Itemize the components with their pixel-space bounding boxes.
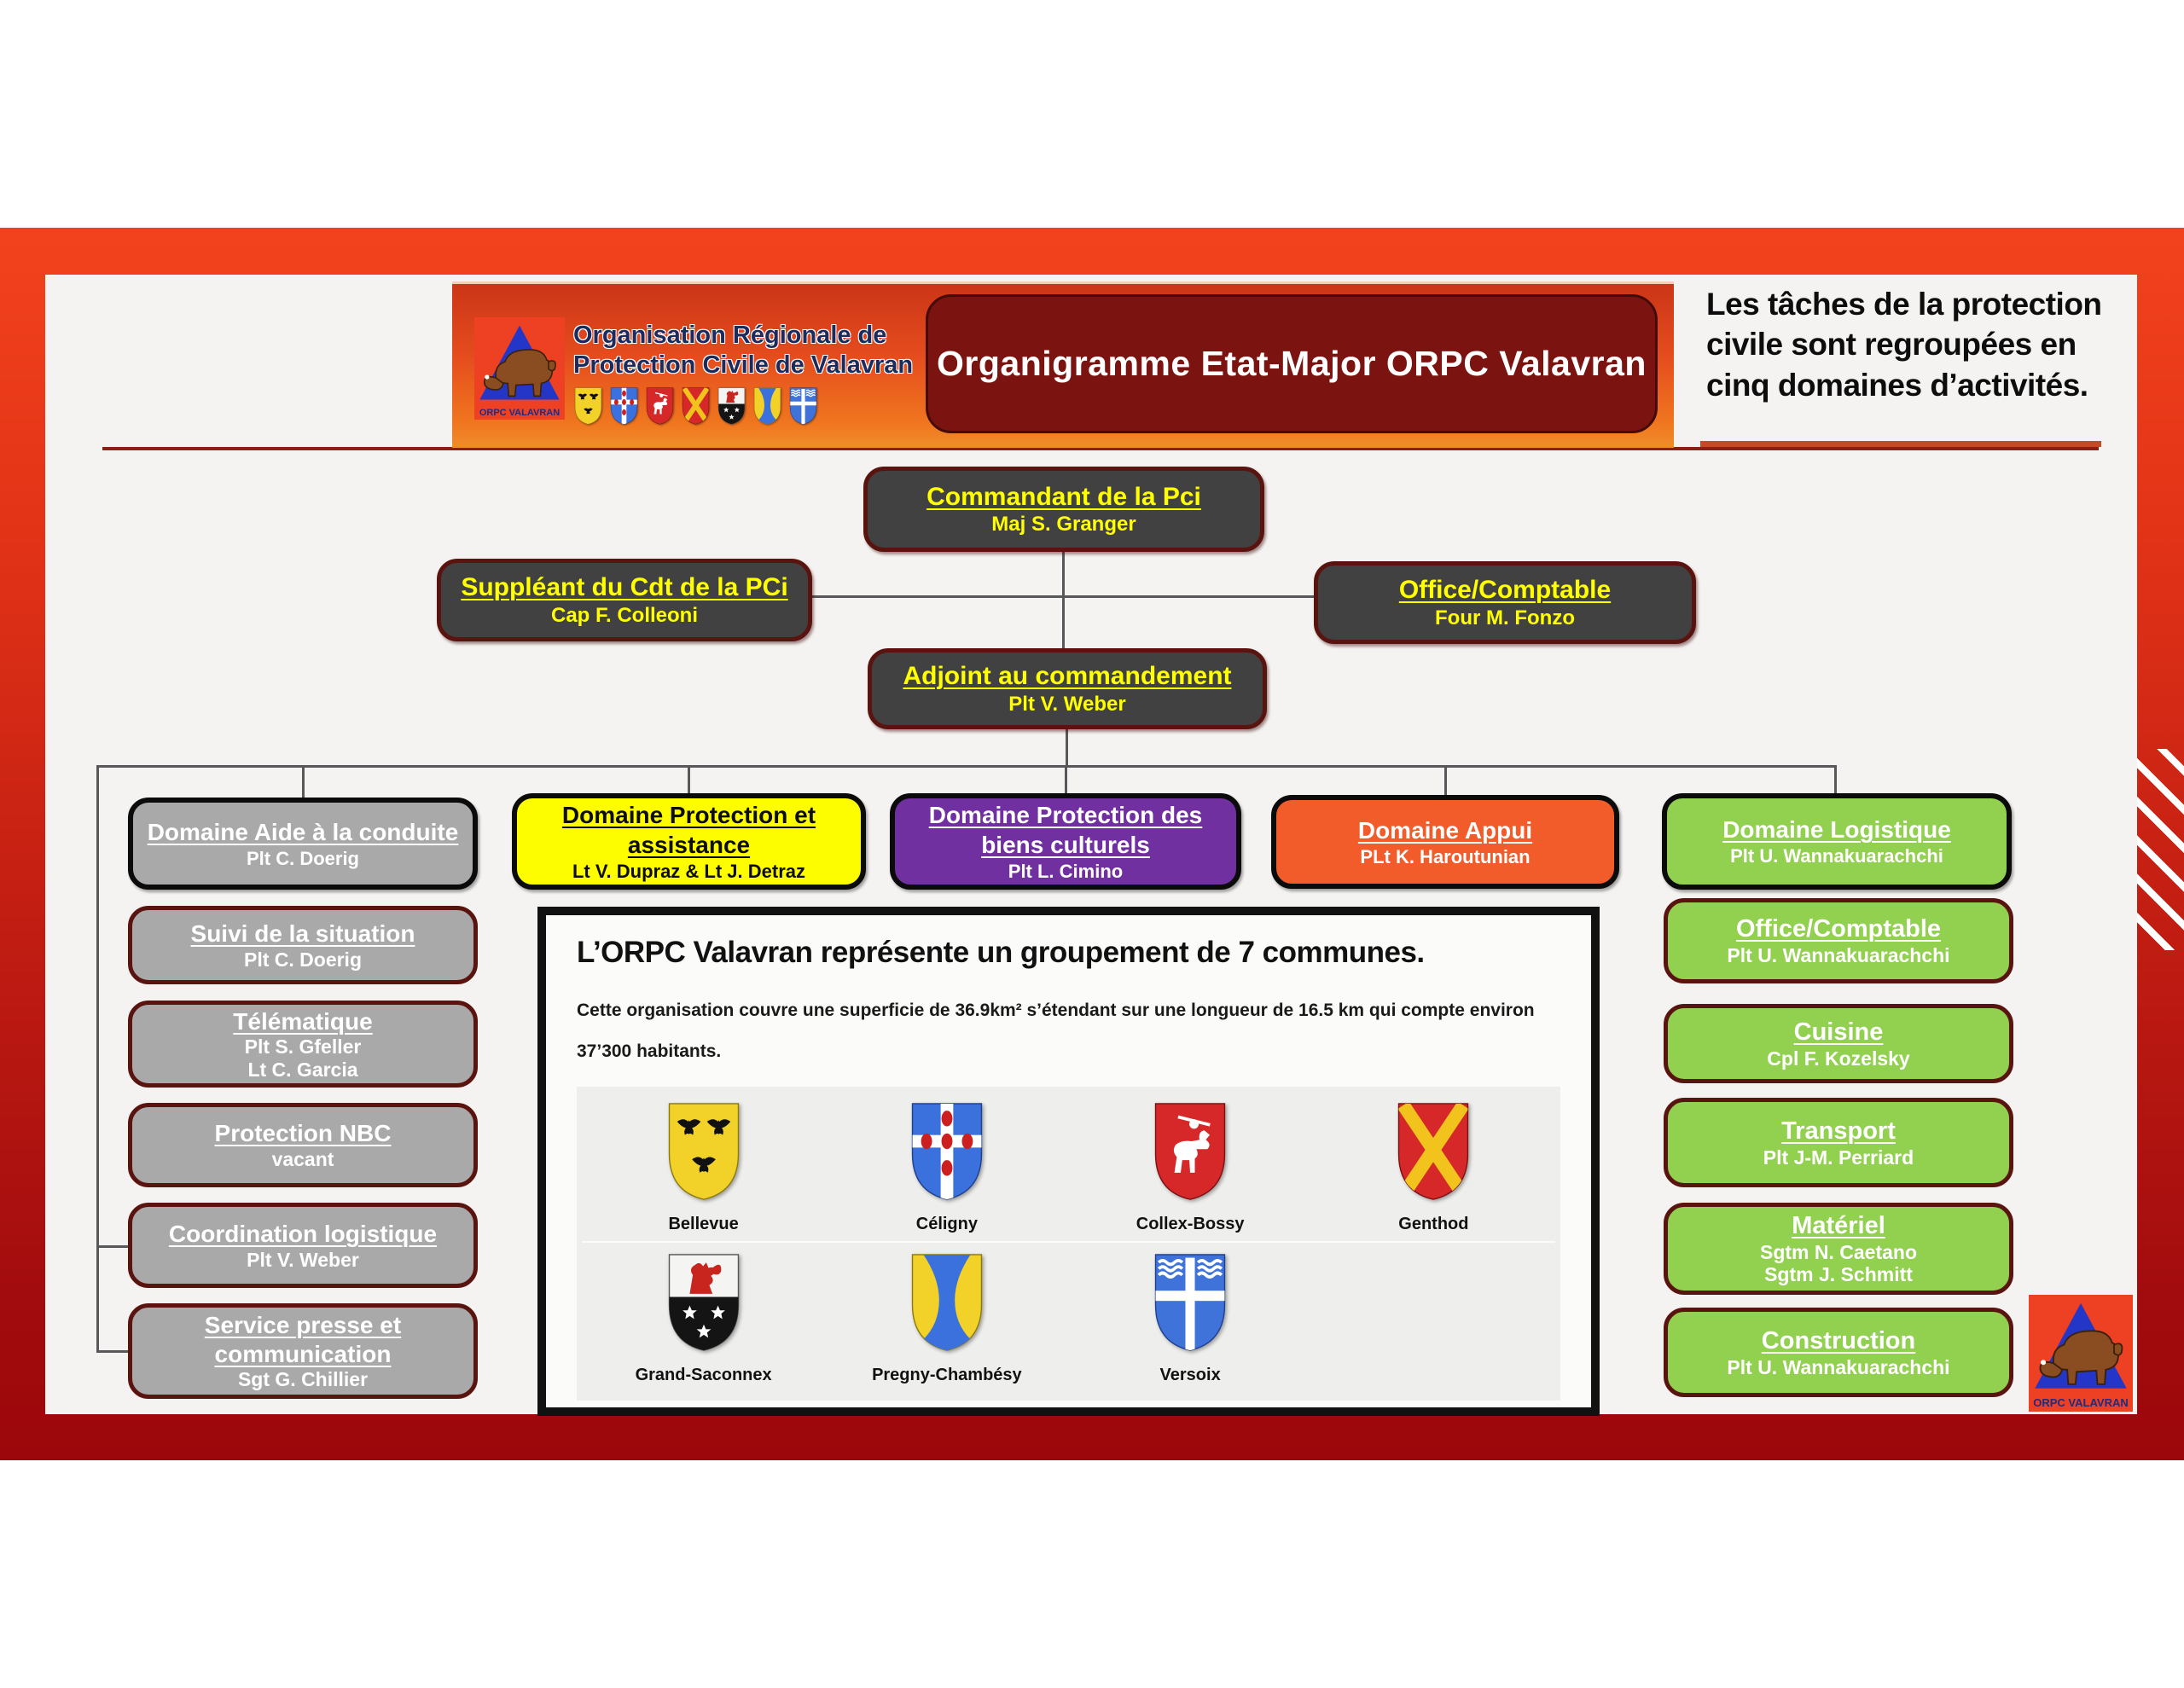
domain-title: Domaine Appui — [1357, 816, 1533, 844]
commune-label: Grand-Saconnex — [635, 1365, 772, 1384]
pregny-chambesy-coat-of-arms-icon — [752, 386, 782, 426]
unit-name: Cpl F. Kozelsky — [1767, 1047, 1910, 1070]
bellevue-coat-of-arms-icon — [573, 386, 603, 426]
domain-title: Domaine Logistique — [1722, 816, 1951, 844]
unit-name: Plt U. Wannakuarachchi — [1727, 944, 1950, 967]
unit-title: Service presse et communication — [204, 1312, 402, 1367]
domain-title: Domaine Protection et assistance — [561, 801, 816, 858]
slide-title: Organigramme Etat-Major ORPC Valavran — [937, 344, 1647, 383]
unit-title: Coordination logistique — [168, 1220, 438, 1247]
domain-protection-assistance — [512, 793, 866, 890]
unit-telematique — [128, 1001, 478, 1088]
unit-title: Matériel — [1792, 1212, 1885, 1240]
bison-triangle-icon — [2029, 1295, 2133, 1395]
connector-line — [96, 765, 1837, 768]
domain-name: Plt L. Cimino — [1008, 860, 1124, 882]
commune-cell — [1069, 1100, 1312, 1234]
unit-name: Plt U. Wannakuarachchi — [1727, 1355, 1950, 1378]
commune-label: Versoix — [1159, 1365, 1221, 1384]
unit-name: Plt J-M. Perriard — [1763, 1146, 1914, 1169]
genthod-coat-of-arms-icon — [1394, 1100, 1472, 1203]
orgbox-title: Suppléant du Cdt de la PCi — [461, 573, 788, 602]
orpc-valavran-logo — [474, 317, 565, 420]
domain-title: Domaine Protection des biens culturels — [928, 801, 1203, 858]
domain-logistique — [1662, 793, 2012, 890]
commune-label: Genthod — [1398, 1214, 1469, 1233]
unit-cuisine — [1664, 1004, 2013, 1083]
logo-caption: ORPC VALAVRAN — [2029, 1395, 2133, 1412]
unit-suivi-situation — [128, 906, 478, 984]
unit-name: Sgtm J. Schmitt — [1764, 1263, 1913, 1286]
connector-line — [96, 1350, 131, 1353]
domain-name: Plt C. Doerig — [246, 847, 359, 869]
communes-shield-table — [577, 1087, 1560, 1401]
shield-row — [582, 1100, 1555, 1243]
unit-title: Suivi de la situation — [190, 919, 415, 947]
organisation-name-line1: Organisation Régionale de — [573, 322, 887, 349]
unit-title: Protection NBC — [214, 1120, 392, 1147]
connector-line — [1444, 765, 1447, 798]
domain-biens-culturels — [890, 793, 1241, 890]
pregny-chambesy-coat-of-arms-icon — [908, 1251, 986, 1354]
domain-name: Plt U. Wannakuarachchi — [1730, 845, 1943, 867]
versoix-coat-of-arms-icon — [788, 386, 818, 426]
unit-service-presse — [128, 1303, 478, 1399]
unit-coordination-logistique — [128, 1203, 478, 1288]
communes-panel — [537, 907, 1600, 1416]
unit-title: Office/Comptable — [1735, 915, 1942, 943]
communes-panel-title: L’ORPC Valavran représente un groupement de 7 communes. — [577, 936, 1425, 969]
unit-title: Cuisine — [1793, 1018, 1884, 1046]
commune-label: Collex-Bossy — [1136, 1214, 1245, 1233]
commune-cell — [582, 1251, 825, 1385]
unit-construction — [1664, 1308, 2013, 1397]
unit-materiel — [1664, 1203, 2013, 1295]
unit-name: vacant — [271, 1148, 334, 1171]
orpc-valavran-logo — [2029, 1295, 2133, 1412]
domain-name: Lt V. Dupraz & Lt J. Detraz — [572, 860, 805, 882]
domain-appui — [1271, 795, 1619, 889]
genthod-coat-of-arms-icon — [681, 386, 711, 426]
orgbox-commandant — [863, 467, 1264, 552]
commune-label: Céligny — [915, 1214, 978, 1233]
unit-title: Transport — [1781, 1117, 1896, 1145]
commune-label: Pregny-Chambésy — [872, 1365, 1022, 1384]
unit-protection-nbc — [128, 1103, 478, 1187]
commune-cell — [825, 1251, 1068, 1385]
celigny-coat-of-arms-icon — [609, 386, 639, 426]
commune-label: Bellevue — [668, 1214, 739, 1233]
domain-aide-conduite — [128, 798, 478, 890]
domain-name: PLt K. Haroutunian — [1360, 845, 1531, 867]
unit-title: Télématique — [233, 1007, 373, 1035]
commune-cell — [1069, 1251, 1312, 1385]
unit-name: Plt C. Doerig — [243, 948, 362, 971]
connector-line — [302, 765, 305, 798]
connector-line — [812, 595, 1314, 598]
bison-triangle-icon — [474, 317, 565, 406]
collex-bossy-coat-of-arms-icon — [1151, 1100, 1229, 1203]
orgbox-name: Maj S. Granger — [991, 513, 1136, 537]
unit-name: Plt V. Weber — [247, 1248, 359, 1271]
connector-line — [1066, 729, 1068, 767]
orgbox-title: Office/Comptable — [1398, 576, 1612, 605]
shield-row — [582, 1243, 1555, 1392]
orgbox-name: Plt V. Weber — [1008, 692, 1126, 716]
diagonal-stripes-decoration — [2136, 749, 2184, 950]
domain-title: Domaine Aide à la conduite — [147, 818, 459, 845]
unit-name: Sgtm N. Caetano — [1759, 1240, 1918, 1263]
celigny-coat-of-arms-icon — [908, 1100, 986, 1203]
connector-line — [96, 765, 99, 1352]
commune-cell — [1312, 1100, 1555, 1234]
orgbox-suppleant — [437, 559, 812, 641]
logo-caption: ORPC VALAVRAN — [474, 406, 565, 420]
orgbox-office-comptable-em — [1314, 561, 1696, 644]
connector-line — [1062, 550, 1065, 653]
orgbox-adjoint — [868, 648, 1267, 729]
orgbox-title: Commandant de la Pci — [926, 482, 1201, 511]
unit-transport — [1664, 1098, 2013, 1187]
orgbox-name: Cap F. Colleoni — [550, 603, 698, 627]
communes-shield-strip — [573, 386, 818, 426]
communes-panel-body: Cette organisation couvre une superficie de 36.9km² s’étendant sur une longueur de 16.5 km qui compte environ 37’300 habitants. — [577, 1001, 1535, 1062]
grand-saconnex-coat-of-arms-icon — [717, 386, 746, 426]
orgbox-title: Adjoint au commandement — [903, 662, 1232, 691]
bellevue-coat-of-arms-icon — [665, 1100, 743, 1203]
grand-saconnex-coat-of-arms-icon — [665, 1251, 743, 1354]
organisation-name-line2: Protection Civile de Valavran — [573, 351, 914, 380]
unit-name: Sgt G. Chillier — [237, 1368, 369, 1391]
commune-cell — [582, 1100, 825, 1234]
organisation-name — [573, 321, 913, 381]
orgbox-name: Four M. Fonzo — [1435, 606, 1575, 629]
slide-title-plate — [926, 294, 1658, 433]
commune-cell — [825, 1100, 1068, 1234]
note-underline — [1700, 441, 2101, 447]
connector-line — [96, 1245, 131, 1248]
collex-bossy-coat-of-arms-icon — [645, 386, 675, 426]
unit-office-comptable — [1664, 898, 2013, 983]
unit-name: Lt C. Garcia — [247, 1058, 358, 1081]
five-domains-note: Les tâches de la protection civile sont regroupées en cinq domaines d’activités. — [1706, 287, 2102, 403]
unit-name: Plt S. Gfeller — [244, 1035, 362, 1059]
versoix-coat-of-arms-icon — [1151, 1251, 1229, 1354]
unit-title: Construction — [1761, 1326, 1916, 1354]
